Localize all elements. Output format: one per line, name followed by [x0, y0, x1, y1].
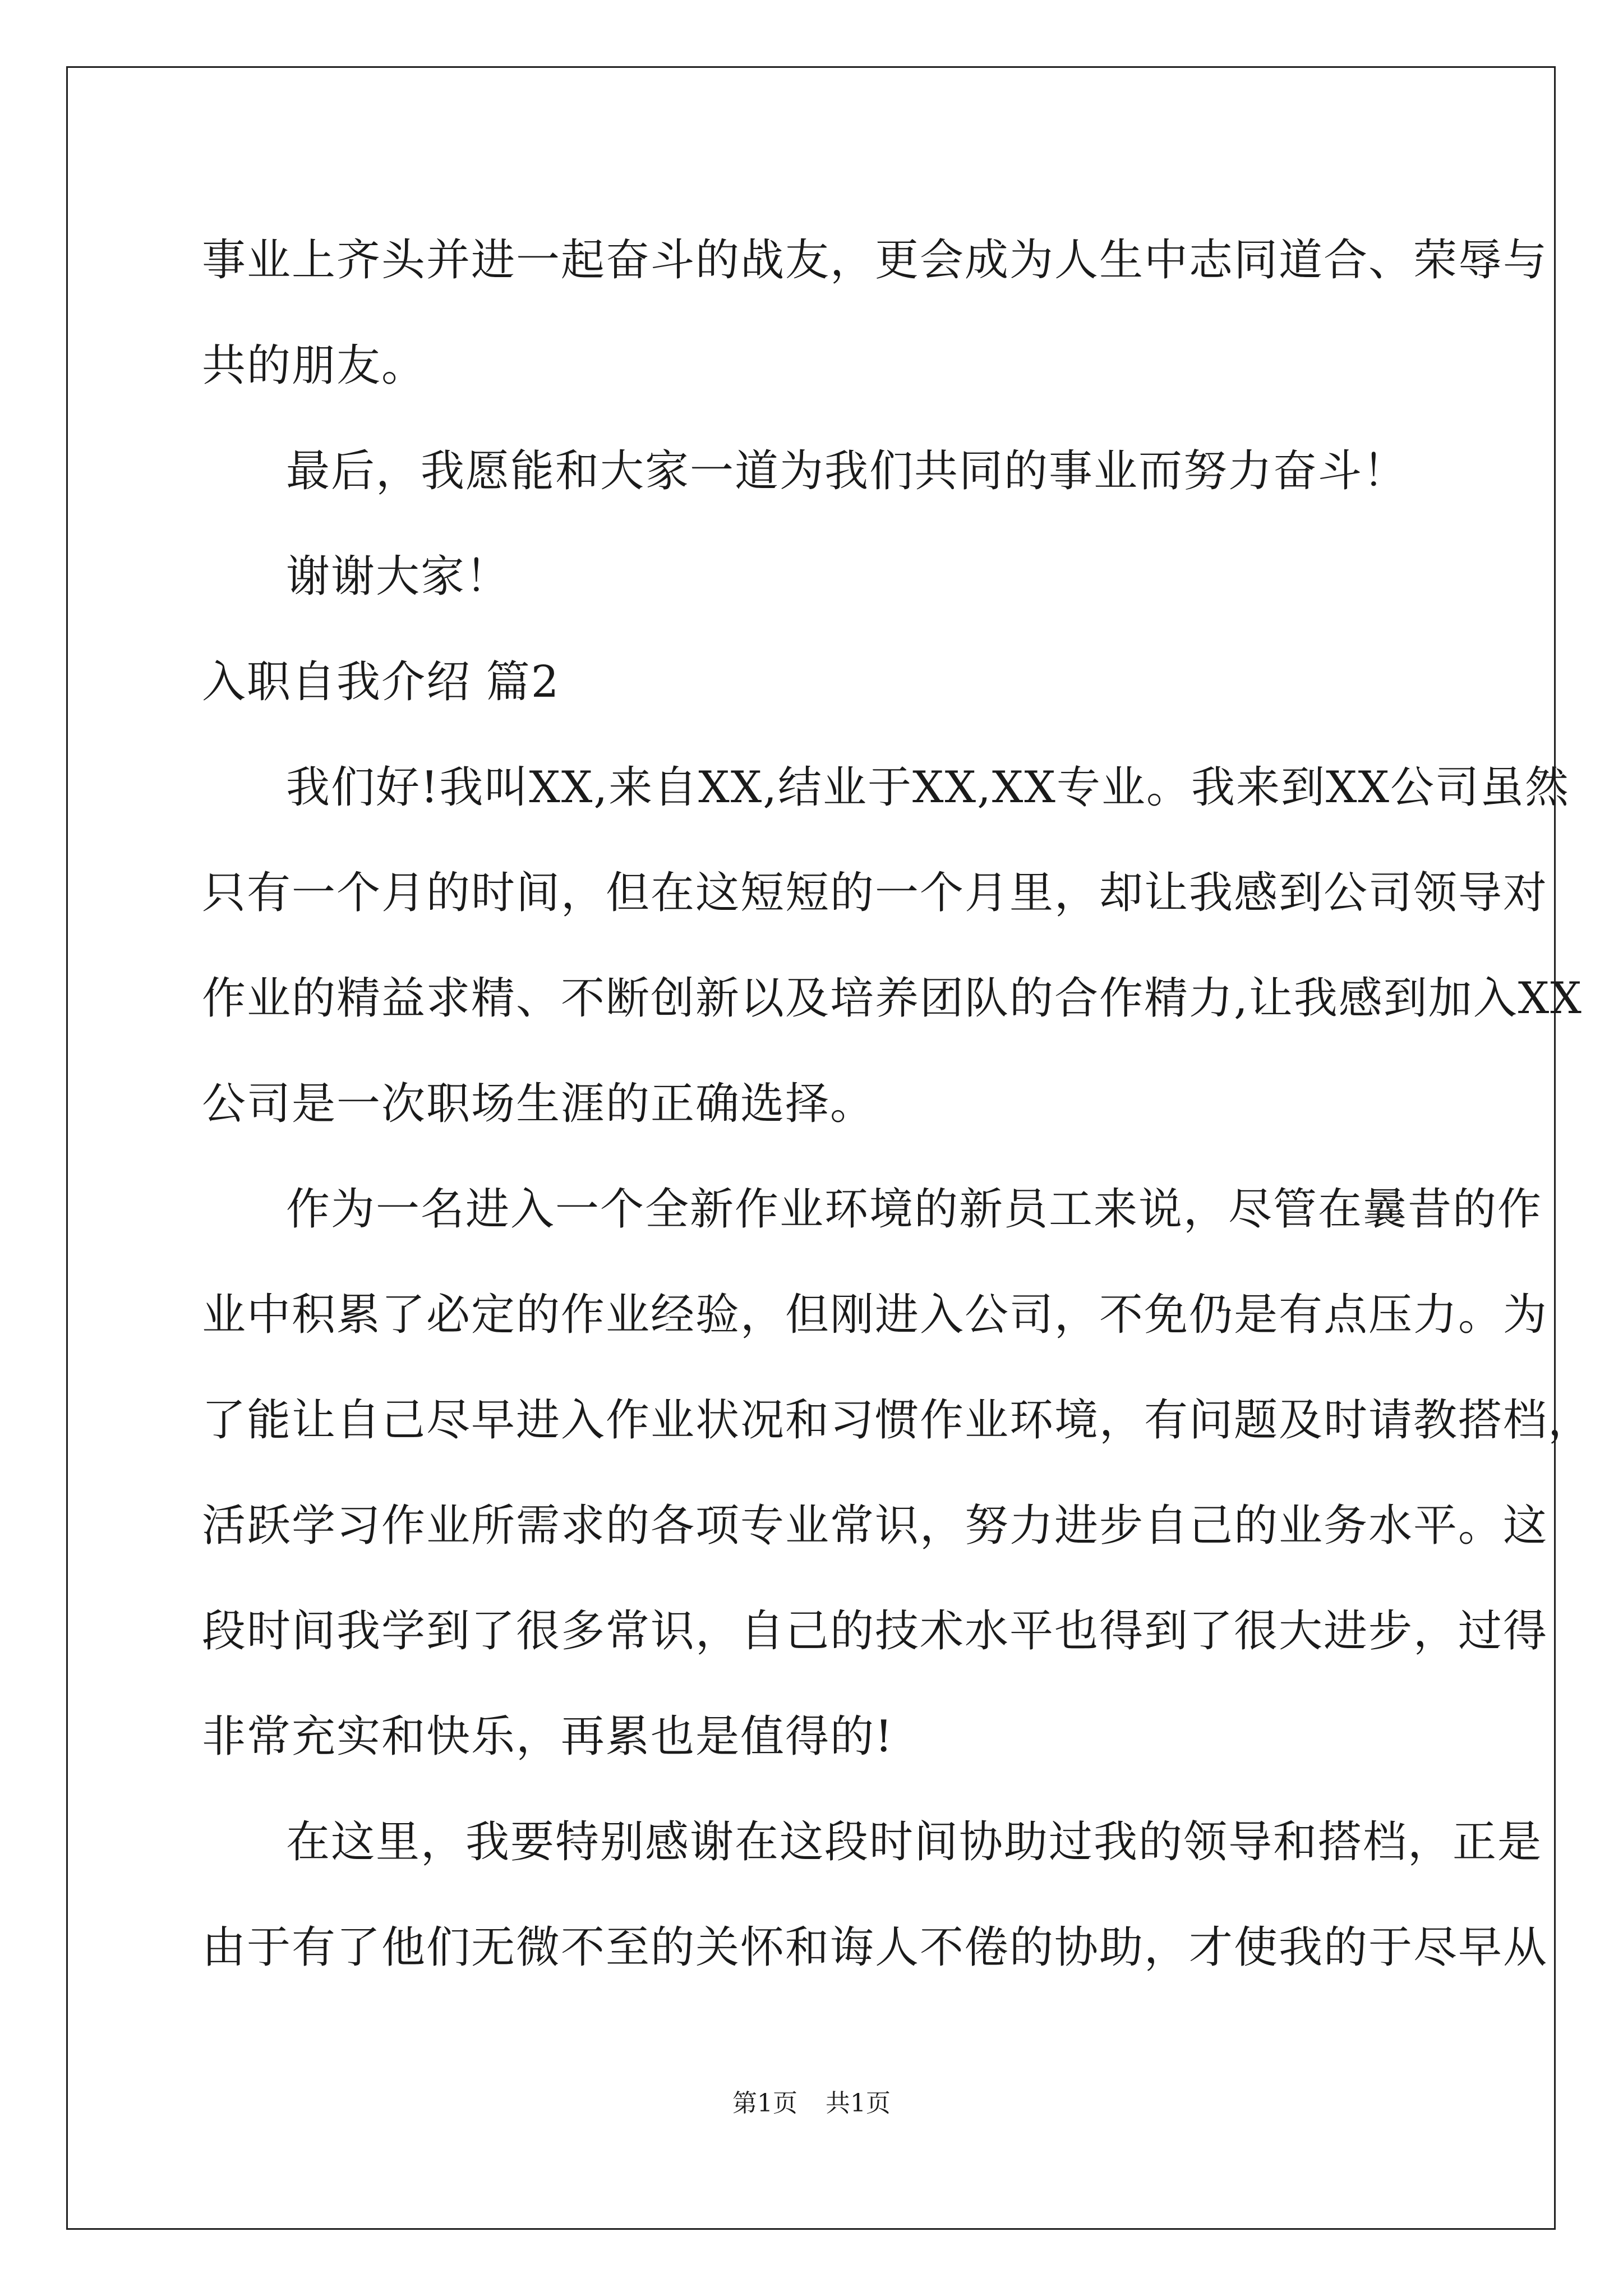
- text-line: 在这里，我要特别感谢在这段时间协助过我的领导和搭档，正是: [286, 1817, 1543, 1867]
- text-line: 只有一个月的时间，但在这短短的一个月里，却让我感到公司领导对: [202, 868, 1548, 918]
- text-line: 作为一名进入一个全新作业环境的新员工来说，尽管在曩昔的作: [286, 1184, 1543, 1235]
- text-line: 谢谢大家！: [286, 551, 511, 602]
- text-line: 我们好!我叫XX,来自XX,结业于XX,XX专业。我来到XX公司虽然: [286, 762, 1570, 813]
- text-line: 作业的精益求精、不断创新以及培养团队的合作精力,让我感到加入XX: [202, 973, 1583, 1024]
- text-line: 由于有了他们无微不至的关怀和诲人不倦的协助，才使我的于尽早从: [202, 1922, 1548, 1973]
- text-line: 最后，我愿能和大家一道为我们共同的事业而努力奋斗！: [286, 446, 1408, 496]
- text-line: 段时间我学到了很多常识，自己的技术水平也得到了很大进步，过得: [202, 1606, 1548, 1657]
- text-line: 业中积累了必定的作业经验，但刚进入公司，不免仍是有点压力。为: [202, 1290, 1548, 1340]
- page-total: 共1页: [826, 2089, 891, 2118]
- page-footer: [0, 2087, 1623, 2120]
- text-line: 公司是一次职场生涯的正确选择。: [202, 1079, 875, 1129]
- text-line: 共的朋友。: [202, 341, 427, 391]
- text-line: 非常充实和快乐，再累也是值得的!: [202, 1711, 894, 1762]
- text-line: 事业上齐头并进一起奋斗的战友，更会成为人生中志同道合、荣辱与: [202, 235, 1548, 286]
- text-line: 活跃学习作业所需求的各项专业常识，努力进步自己的业务水平。这: [202, 1501, 1548, 1551]
- document-body: [202, 208, 1593, 2000]
- text-line: 了能让自己尽早进入作业状况和习惯作业环境，有问题及时请教搭档，: [202, 1395, 1593, 1446]
- page-number: 第1页: [732, 2089, 797, 2118]
- section-heading: 入职自我介绍 篇2: [202, 657, 560, 707]
